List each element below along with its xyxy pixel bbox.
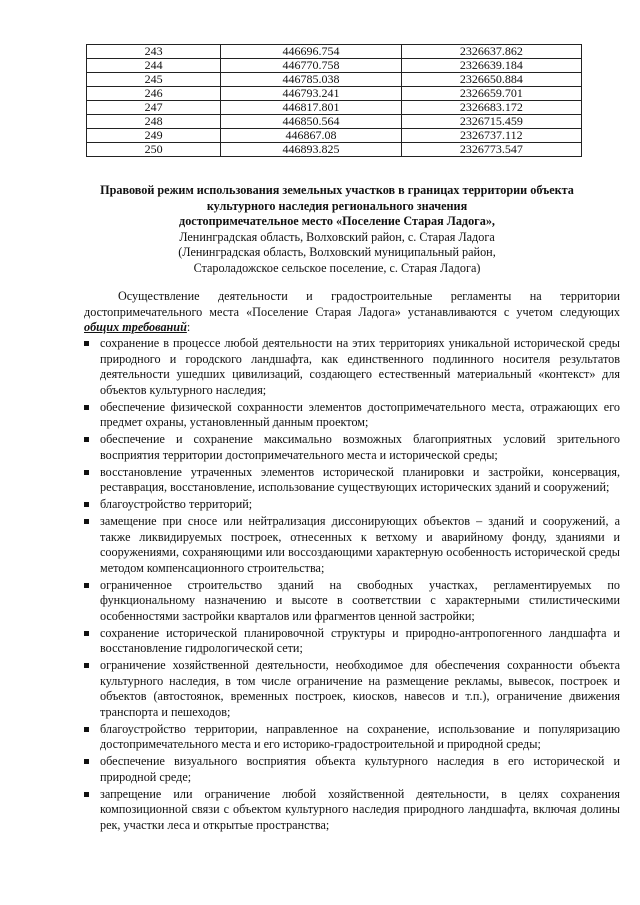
list-item-text: сохранение в процессе любой деятельности на этих территориях уникальной исторической среды природного и городского ландшафта, как единственного подлинного носителя результатов деятельности ушедших цивилизаций, создающего естественный материальный «контекст» для объектов культурного наследия; bbox=[100, 336, 620, 397]
square-bullet-icon bbox=[84, 759, 89, 764]
list-item bbox=[84, 432, 620, 463]
square-bullet-icon bbox=[84, 792, 89, 797]
list-item bbox=[84, 626, 620, 657]
heading-address-line: (Ленинградская область, Волховский муниципальный район, bbox=[178, 245, 496, 260]
x-coordinate-cell: 446867.08 bbox=[221, 129, 401, 143]
y-coordinate-cell: 2326637.862 bbox=[401, 45, 581, 59]
square-bullet-icon bbox=[84, 502, 89, 507]
general-requirements-emphasis: общих требований bbox=[84, 320, 187, 334]
x-coordinate-cell: 446893.825 bbox=[221, 143, 401, 157]
point-number-cell: 244 bbox=[87, 59, 221, 73]
point-number-cell: 248 bbox=[87, 115, 221, 129]
intro-paragraph bbox=[84, 289, 620, 336]
square-bullet-icon bbox=[84, 470, 89, 475]
list-item-text: обеспечение визуального восприятия объекта культурного наследия в его исторической и природной среде; bbox=[100, 754, 620, 784]
y-coordinate-cell: 2326650.884 bbox=[401, 73, 581, 87]
list-item bbox=[84, 514, 620, 576]
y-coordinate-cell: 2326715.459 bbox=[401, 115, 581, 129]
heading-line: достопримечательное место «Поселение Старая Ладога», bbox=[179, 214, 495, 229]
list-item bbox=[84, 722, 620, 753]
intro-colon: : bbox=[186, 320, 191, 334]
list-item-text: обеспечение физической сохранности элементов достопримечательного места, отражающих его предмет охраны, установленный данным проектом; bbox=[100, 399, 620, 429]
list-item-text: запрещение или ограничение любой хозяйственной деятельности, в целях сохранения композиционной связи с объектом культурного наследия природного ландшафта, включая долины рек, участки леса и открытые пространства; bbox=[100, 786, 620, 832]
y-coordinate-cell: 2326773.547 bbox=[401, 143, 581, 157]
list-item-text: сохранение исторической планировочной структуры и природно-антропогенного ландшафта и восстановление гидрологической сети; bbox=[100, 625, 620, 655]
list-item bbox=[84, 465, 620, 496]
list-item bbox=[84, 578, 620, 625]
x-coordinate-cell: 446696.754 bbox=[221, 45, 401, 59]
intro-text: Осуществление деятельности и градостроительные регламенты на территории достопримечательного места «Поселение Старая Ладога» устанавливаются с учетом следующих bbox=[84, 289, 620, 319]
heading-line: Правовой режим использования земельных участков в границах территории объекта bbox=[100, 183, 574, 197]
square-bullet-icon bbox=[84, 663, 89, 668]
list-item-text: замещение при сносе или нейтрализация диссонирующих объектов – зданий и сооружений, а также ликвидируемых построек, отнесенных к ветхому и аварийному фонду, зданиями и сооружениями, сохраняющими или воссоздающими характерную особенность исторической среды методом компенсационного строительства; bbox=[100, 514, 620, 575]
list-item-text: восстановление утраченных элементов исторической планировки и застройки, консервация, реставрация, восстановление, использование существующих исторических зданий и сооружений; bbox=[100, 464, 620, 494]
table-row bbox=[87, 73, 582, 87]
square-bullet-icon bbox=[84, 341, 89, 346]
list-item bbox=[84, 336, 620, 398]
requirements-list bbox=[84, 336, 620, 835]
x-coordinate-cell: 446850.564 bbox=[221, 115, 401, 129]
table-row bbox=[87, 45, 582, 59]
list-item bbox=[84, 497, 620, 513]
table-row bbox=[87, 115, 582, 129]
square-bullet-icon bbox=[84, 437, 89, 442]
x-coordinate-cell: 446817.801 bbox=[221, 101, 401, 115]
list-item bbox=[84, 400, 620, 431]
y-coordinate-cell: 2326737.112 bbox=[401, 129, 581, 143]
list-item bbox=[84, 754, 620, 785]
list-item bbox=[84, 658, 620, 720]
y-coordinate-cell: 2326659.701 bbox=[401, 87, 581, 101]
list-item-text: обеспечение и сохранение максимально возможных благоприятных условий зрительного восприятия территории достопримечательного места и исторической среды; bbox=[100, 432, 620, 462]
table-row bbox=[87, 101, 582, 115]
point-number-cell: 245 bbox=[87, 73, 221, 87]
table-row bbox=[87, 143, 582, 157]
square-bullet-icon bbox=[84, 631, 89, 636]
point-number-cell: 243 bbox=[87, 45, 221, 59]
x-coordinate-cell: 446785.038 bbox=[221, 73, 401, 87]
list-item-text: благоустройство территорий; bbox=[100, 497, 253, 511]
table-row bbox=[87, 59, 582, 73]
table-row bbox=[87, 87, 582, 101]
x-coordinate-cell: 446770.758 bbox=[221, 59, 401, 73]
list-item bbox=[84, 787, 620, 834]
x-coordinate-cell: 446793.241 bbox=[221, 87, 401, 101]
square-bullet-icon bbox=[84, 405, 89, 410]
square-bullet-icon bbox=[84, 727, 89, 732]
square-bullet-icon bbox=[84, 519, 89, 524]
heading-address-line: Староладожское сельское поселение, с. Старая Ладога) bbox=[193, 260, 481, 275]
point-number-cell: 246 bbox=[87, 87, 221, 101]
y-coordinate-cell: 2326639.184 bbox=[401, 59, 581, 73]
point-number-cell: 250 bbox=[87, 143, 221, 157]
section-heading bbox=[70, 183, 604, 277]
coordinates-table bbox=[86, 44, 582, 157]
table-row bbox=[87, 129, 582, 143]
list-item-text: благоустройство территории, направленное на сохранение, использование и популяризацию достопримечательного места и его историко-градостроительной и природной среды; bbox=[100, 721, 620, 751]
y-coordinate-cell: 2326683.172 bbox=[401, 101, 581, 115]
heading-line: культурного наследия регионального значения bbox=[206, 198, 468, 213]
heading-address-line: Ленинградская область, Волховский район, с. Старая Ладога bbox=[179, 229, 495, 244]
square-bullet-icon bbox=[84, 583, 89, 588]
point-number-cell: 249 bbox=[87, 129, 221, 143]
list-item-text: ограничение хозяйственной деятельности, необходимое для обеспечения сохранности объекта культурного наследия, в том числе ограничение на размещение рекламы, вывесок, построек и объектов (автостоянок, временных построек, киосков, навесов и т.п.), ограничение движения транспорта и пешеходов; bbox=[100, 658, 620, 719]
list-item-text: ограниченное строительство зданий на свободных участках, регламентируемых по функциональному назначению и высоте в соответствии с характерными стилистическими особенностями застройки кварталов или фрагментов ценной застройки; bbox=[100, 577, 620, 623]
point-number-cell: 247 bbox=[87, 101, 221, 115]
